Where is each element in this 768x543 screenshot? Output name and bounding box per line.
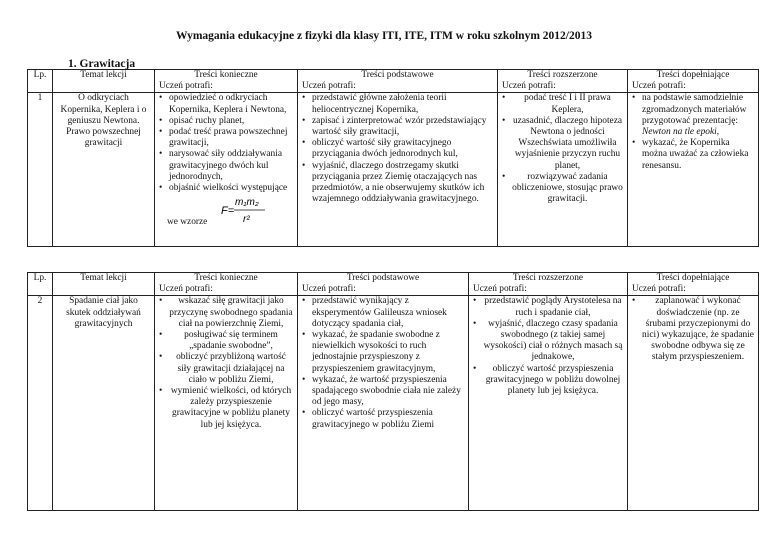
- header-c4: [628, 273, 759, 296]
- header-c4-title: Treści dopełniające: [656, 273, 730, 283]
- list-item: • objaśnić wielkości występujące: [159, 183, 293, 194]
- list-item: • podać treść prawa powszechnej grawitacji,: [159, 127, 293, 149]
- list-item: • obliczyć wartość przyspieszenia grawitacyjnego w pobliżu dowolnej planety lub jej księżyca.: [473, 364, 623, 398]
- list-c3: [502, 93, 623, 205]
- list-item: • wykazać, że Kopernika można uważać za człowieka renesansu.: [632, 138, 754, 172]
- row-topic: Spadanie ciał jako skutek oddziaływań grawitacyjnych: [53, 296, 155, 511]
- cell-c4: [628, 296, 759, 511]
- formula-label: we wzorze: [167, 217, 208, 228]
- list-item: • przedstawić wynikający z eksperymentów Galileusza wniosek dotyczący spadania ciał,: [302, 296, 464, 330]
- list-item: [632, 93, 754, 138]
- header-c2: [298, 70, 498, 93]
- list-item: • posługiwać się terminem „spadanie swobodne”,: [159, 330, 293, 352]
- list-item: • obliczyć wartość przyspieszenia grawitacyjnego w pobliżu Ziemi: [302, 408, 464, 430]
- cell-c3: [469, 296, 628, 511]
- list-item: • podać treść I i II prawa Keplera,: [502, 93, 623, 115]
- gravity-formula: [159, 194, 293, 228]
- list-item: • wykazać, że spadanie swobodne z niewielkich wysokości to ruch jednostajnie przyspieszony z przyspieszeniem grawitacyjnym,: [302, 330, 464, 375]
- formula-denominator: r²: [243, 214, 250, 226]
- header-c3: [469, 273, 628, 296]
- presentation-title: Newton na tle epoki,: [642, 127, 720, 138]
- header-c4-sub: Uczeń potrafi:: [632, 284, 686, 295]
- header-c2-sub: Uczeń potrafi:: [302, 284, 356, 295]
- header-c3-title: Treści rozszerzone: [512, 273, 584, 283]
- header-c1: [155, 70, 298, 93]
- list-c2: [302, 296, 464, 430]
- document-title: Wymagania edukacyjne z fizyki dla klasy ITI, ITE, ITM w roku szkolnym 2012/2013: [176, 30, 592, 42]
- list-item: • opisać ruchy planet,: [159, 116, 293, 127]
- header-c3-sub: Uczeń potrafi:: [473, 284, 527, 295]
- table-header-row: [28, 70, 759, 93]
- table-row: [28, 296, 759, 511]
- row-topic: O odkryciach Kopernika, Keplera i o geniuszu Newtona. Prawo powszechnej grawitacji: [53, 93, 155, 247]
- header-c2: [298, 273, 469, 296]
- list-c3: [473, 296, 623, 397]
- list-item: • wyjaśnić, dlaczego czasy spadania swobodnego (z takiej samej wysokości) ciał o różnych masach są jednakowe,: [473, 319, 623, 364]
- cell-c3: [498, 93, 628, 247]
- list-item: • zaplanować i wykonać doświadczenie (np. ze śrubami przyczepionymi do nici) wykazujące, że spadanie swobodne odbywa się ze stałym przyspieszeniem.: [632, 296, 754, 363]
- row-lp: 2: [28, 296, 53, 511]
- list-c1: [159, 93, 293, 194]
- list-item: • przedstawić poglądy Arystotelesa na ruch i spadanie ciał,: [473, 296, 623, 318]
- header-c3-title: Treści rozszerzone: [527, 70, 598, 80]
- cell-c4: [628, 93, 759, 247]
- header-c4: [628, 70, 759, 93]
- list-c2: [302, 93, 493, 205]
- list-item: • przedstawić główne założenia teorii heliocentrycznej Kopernika,: [302, 93, 493, 115]
- list-c4: [632, 296, 754, 363]
- cell-c1: [155, 93, 298, 247]
- list-item: • uzasadnić, dlaczego hipoteza Newtona o jedności Wszechświata umożliwiła wyjaśnienie przyczyn ruchu planet,: [502, 116, 623, 172]
- list-item: • wykazać, że wartość przyspieszenia spadającego swobodnie ciała nie zależy od jego masy,: [302, 375, 464, 409]
- formula-svg: [221, 194, 281, 228]
- header-lp: Lp.: [28, 70, 53, 93]
- header-c4-title: Treści dopełniające: [656, 70, 730, 80]
- header-c2-title: Treści podstawowe: [346, 273, 420, 283]
- list-c1: [159, 296, 293, 430]
- header-c3: [498, 70, 628, 93]
- table-row: [28, 93, 759, 247]
- requirements-table-2: [27, 272, 759, 511]
- cell-c1: [155, 296, 298, 511]
- section-heading: 1. Grawitacja: [68, 58, 136, 70]
- list-item: • wskazać siłę grawitacji jako przyczynę swobodnego spadania ciał na powierzchnię Ziemi,: [159, 296, 293, 330]
- formula-lhs: F=: [221, 205, 235, 218]
- list-item: • wymienić wielkości, od których zależy przyspieszenie grawitacyjne w pobliżu planety lub jej księżyca.: [159, 386, 293, 431]
- header-c1-sub: Uczeń potrafi:: [159, 284, 213, 295]
- header-topic: Temat lekcji: [53, 273, 155, 296]
- cell-c2: [298, 93, 498, 247]
- list-item: • rozwiązywać zadania obliczeniowe, stosując prawo grawitacji.: [502, 172, 623, 206]
- header-c3-sub: Uczeń potrafi:: [502, 81, 556, 92]
- header-c4-sub: Uczeń potrafi:: [632, 81, 686, 92]
- cell-c2: [298, 296, 469, 511]
- list-item: • zapisać i zinterpretować wzór przedstawiający wartość siły grawitacji,: [302, 116, 493, 138]
- header-c1: [155, 273, 298, 296]
- list-c4: [632, 93, 754, 171]
- list-item: • wyjaśnić, dlaczego dostrzegamy skutki przyciągania przez Ziemię otaczających nas przedmiotów, a nie obserwujemy skutków ich wzajemnego oddziaływania grawitacyjnego.: [302, 161, 493, 206]
- list-item: • narysować siły oddziaływania grawitacyjnego dwóch kul jednorodnych,: [159, 149, 293, 183]
- list-item: • opowiedzieć o odkryciach Kopernika, Keplera i Newtona,: [159, 93, 293, 115]
- requirements-table-1: [27, 69, 759, 247]
- header-c2-sub: Uczeń potrafi:: [302, 81, 356, 92]
- header-c1-sub: Uczeń potrafi:: [159, 81, 213, 92]
- header-lp: Lp.: [28, 273, 53, 296]
- header-c1-title: Treści konieczne: [194, 273, 258, 283]
- list-item: • obliczyć wartość siły grawitacyjnego przyciągania dwóch jednorodnych kul,: [302, 138, 493, 160]
- table-header-row: [28, 273, 759, 296]
- header-c1-title: Treści konieczne: [194, 70, 258, 80]
- list-item: • obliczyć przybliżoną wartość siły grawitacji działającej na ciało w pobliżu Ziemi,: [159, 352, 293, 386]
- formula-numerator: m₁m₂: [235, 197, 259, 209]
- row-lp: 1: [28, 93, 53, 247]
- list-item-text: na podstawie samodzielnie zgromadzonych materiałów przygotować prezentację:: [642, 93, 747, 126]
- header-c2-title: Treści podstawowe: [361, 70, 434, 80]
- header-topic: Temat lekcji: [53, 70, 155, 93]
